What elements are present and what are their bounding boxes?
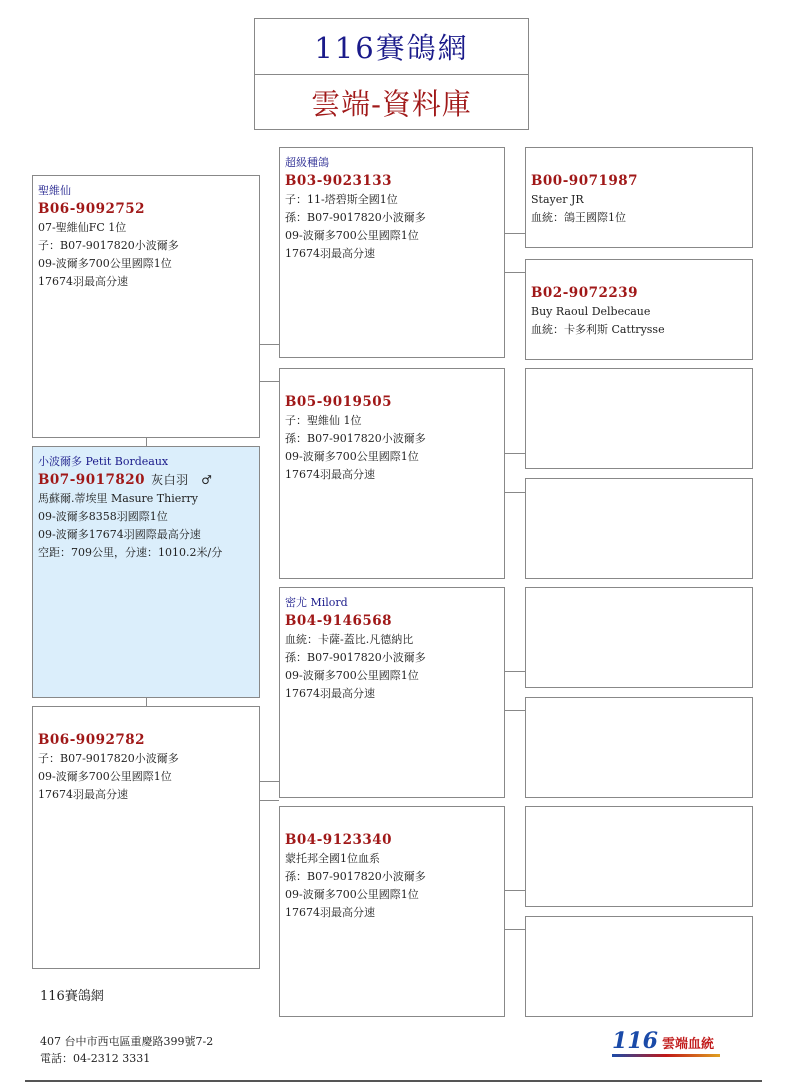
sire-sire-sire-card <box>525 147 753 248</box>
sire-dam-line: 17674羽最高分速 <box>285 468 375 481</box>
sire-sire-dam-line: Buy Raoul Delbecaue <box>531 305 651 318</box>
sire-sire-sire-line: 血統：鴿王國際1位 <box>531 211 626 224</box>
dam-sire-card <box>279 587 505 798</box>
dam-sire-ring-number: B04-9146568 <box>285 613 393 629</box>
dam-sire-line: 孫：B07-9017820小波爾多 <box>285 651 426 664</box>
sire-sire-sire-tag <box>531 154 747 172</box>
site-title: 116賽鴿網 <box>255 19 528 75</box>
dam-dam-ring-number: B04-9123340 <box>285 832 393 848</box>
connector <box>504 233 525 234</box>
sire-sire-line: 孫：B07-9017820小波爾多 <box>285 211 426 224</box>
dam-dam-line: 蒙托邦全國1位血系 <box>285 852 380 865</box>
title-box <box>254 18 529 130</box>
logo-number: 116 <box>612 1028 658 1054</box>
sire-sire-dam-ring-number: B02-9072239 <box>531 285 639 301</box>
dam-dam-line: 孫：B07-9017820小波爾多 <box>285 870 426 883</box>
dam-sire-line: 17674羽最高分速 <box>285 687 375 700</box>
dam-tag <box>38 713 254 731</box>
dam-dam-line: 09-波爾多700公里國際1位 <box>285 888 419 901</box>
footer-address: 407 台中市西屯區重慶路399號7-2 <box>40 1035 214 1048</box>
footer-phone: 電話：04-2312 3331 <box>40 1052 151 1065</box>
dam-sire-line: 09-波爾多700公里國際1位 <box>285 669 419 682</box>
sire-sire-tag: 超級種鴿 <box>285 156 329 169</box>
dam-card <box>32 706 260 969</box>
cloud-pedigree-logo <box>612 1028 714 1054</box>
sire-sire-sire-line: Stayer JR <box>531 193 584 206</box>
empty-ancestor-card <box>525 368 753 469</box>
subject-card <box>32 446 260 698</box>
page-subtitle: 雲端-資料庫 <box>311 87 472 121</box>
sire-sire-line: 17674羽最高分速 <box>285 247 375 260</box>
dam-line: 子：B07-9017820小波爾多 <box>38 752 179 765</box>
footer-site-name: 116賽鴿網 <box>40 989 104 1004</box>
bottom-divider <box>25 1080 762 1082</box>
sire-sire-sire-ring-number: B00-9071987 <box>531 173 639 189</box>
sire-sire-ring-number: B03-9023133 <box>285 173 393 189</box>
sire-sire-dam-line: 血統：卡多利斯 Cattrysse <box>531 323 665 336</box>
dam-dam-card <box>279 806 505 1017</box>
empty-ancestor-card <box>525 478 753 579</box>
connector <box>504 929 525 930</box>
sire-line: 17674羽最高分速 <box>38 275 128 288</box>
sire-tag: 聖維仙 <box>38 184 71 197</box>
subject-tag: 小波爾多 Petit Bordeaux <box>38 455 169 468</box>
connector <box>504 492 525 493</box>
sire-line: 07-聖維仙FC 1位 <box>38 221 127 234</box>
subject-ring: B07-9017820 <box>38 472 146 488</box>
connector <box>504 671 525 672</box>
connector <box>504 890 525 891</box>
sire-sire-dam-card <box>525 259 753 360</box>
connector <box>259 344 279 345</box>
empty-ancestor-card <box>525 697 753 798</box>
subject-line: 空距：709公里，分速：1010.2米/分 <box>38 546 223 559</box>
dam-sire-tag: 密尤 Milord <box>285 596 348 609</box>
sire-ring-number: B06-9092752 <box>38 201 146 217</box>
logo-underline <box>612 1054 720 1057</box>
logo-text: 雲端血統 <box>661 1037 714 1052</box>
dam-ring-number: B06-9092782 <box>38 732 146 748</box>
empty-ancestor-card <box>525 587 753 688</box>
connector <box>259 781 279 782</box>
connector <box>146 437 147 446</box>
sire-sire-dam-tag <box>531 266 747 284</box>
sire-dam-line: 09-波爾多700公里國際1位 <box>285 450 419 463</box>
sire-dam-line: 孫：B07-9017820小波爾多 <box>285 432 426 445</box>
sire-dam-card <box>279 368 505 579</box>
footer-contact <box>40 1033 213 1067</box>
subject-line: 馬蘇爾.蒂埃里 Masure Thierry <box>38 492 198 505</box>
subject-ring-number <box>38 471 254 490</box>
sire-sire-card <box>279 147 505 358</box>
sire-dam-line: 子：聖維仙 1位 <box>285 414 362 427</box>
connector <box>146 697 147 706</box>
sire-sire-line: 子：11-塔碧斯全國1位 <box>285 193 398 206</box>
sire-line: 09-波爾多700公里國際1位 <box>38 257 172 270</box>
subject-line: 09-波爾多17674羽國際最高分速 <box>38 528 201 541</box>
sire-line: 子：B07-9017820小波爾多 <box>38 239 179 252</box>
connector <box>259 800 279 801</box>
dam-dam-tag <box>285 813 499 831</box>
subject-line: 09-波爾多8358羽國際1位 <box>38 510 168 523</box>
empty-ancestor-card <box>525 806 753 907</box>
sire-dam-ring-number: B05-9019505 <box>285 394 393 410</box>
dam-line: 09-波爾多700公里國際1位 <box>38 770 172 783</box>
sire-dam-tag <box>285 375 499 393</box>
connector <box>504 272 525 273</box>
sire-sire-line: 09-波爾多700公里國際1位 <box>285 229 419 242</box>
connector <box>504 710 525 711</box>
dam-sire-line: 血統：卡薩-蓋比.凡德納比 <box>285 633 414 646</box>
empty-ancestor-card <box>525 916 753 1017</box>
dam-dam-line: 17674羽最高分速 <box>285 906 375 919</box>
dam-line: 17674羽最高分速 <box>38 788 128 801</box>
sire-card <box>32 175 260 438</box>
connector <box>504 453 525 454</box>
connector <box>259 381 279 382</box>
subject-color-sex: 灰白羽 ♂ <box>151 473 213 487</box>
